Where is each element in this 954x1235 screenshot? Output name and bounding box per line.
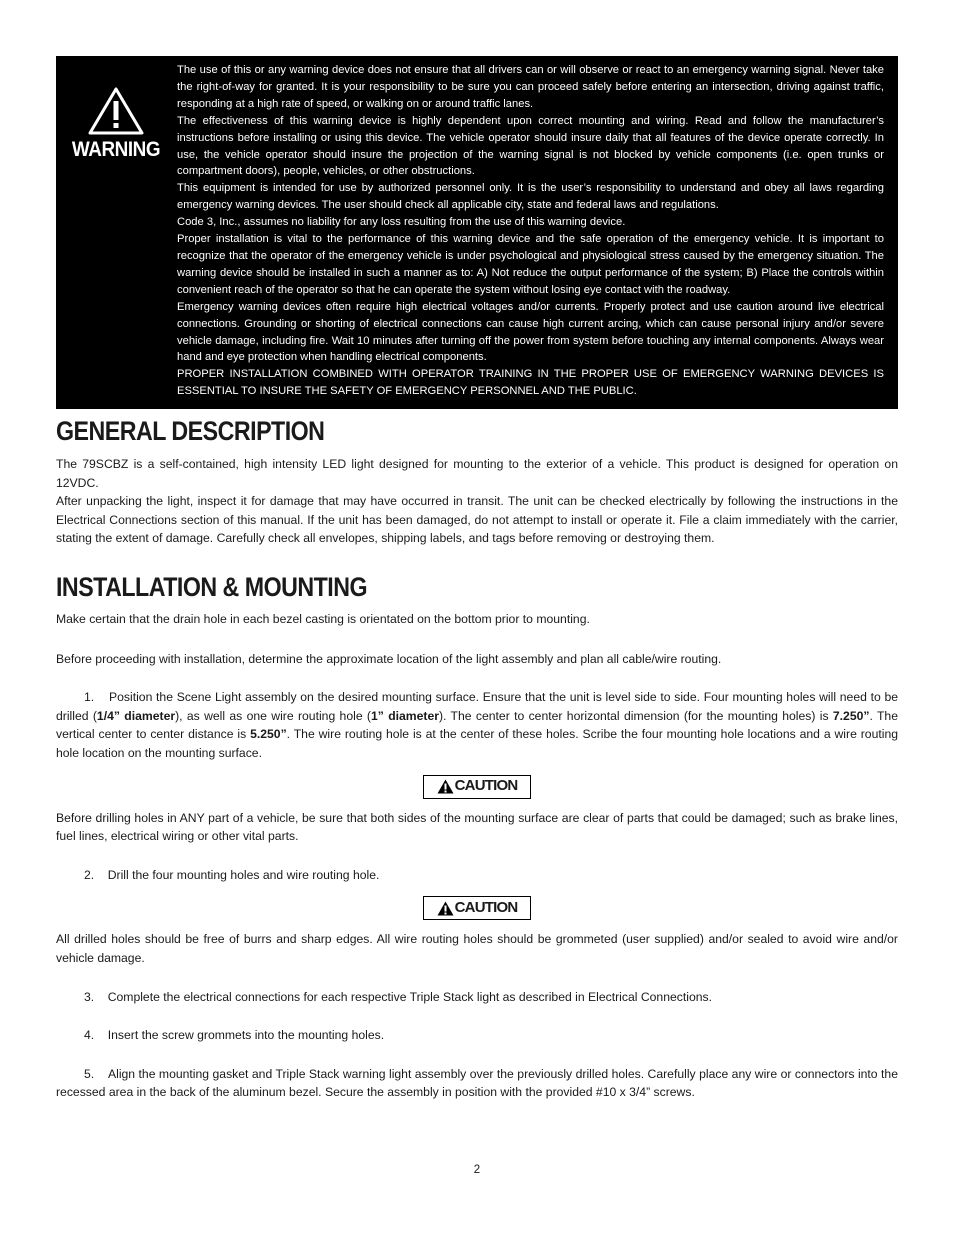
step-number: 3.: [84, 989, 95, 1004]
installation-heading: INSTALLATION & MOUNTING: [56, 571, 368, 602]
warning-triangle-icon: [87, 86, 145, 136]
step-number: 5.: [84, 1066, 95, 1081]
step-text: Position the Scene Light assembly on the desired mounting surface. Ensure that the unit is level side to side. Four mounting holes will need to be drilled (: [56, 690, 898, 723]
step-2: [56, 866, 898, 885]
general-description-heading: GENERAL DESCRIPTION: [56, 416, 325, 446]
step-5: [56, 1065, 898, 1102]
caution-triangle-icon: [437, 901, 454, 916]
caution-label-box: [423, 775, 531, 799]
warning-paragraph: The effectiveness of this warning device is highly dependent upon correct mounting and wiring. Read and follow the manufacturer’s instructions before installing or using this device. The vehicle operator should insure daily that all features of the device operate correctly. In use, the vehicle operator should insure the projection of the warning signal is not blocked by vehicle components (i.e. open trunks or compartment doors), people, vehicles, or other obstructions.: [177, 114, 884, 178]
warning-paragraph: This equipment is intended for use by authorized personnel only. It is the user’s responsibility to understand and obey all laws regarding emergency warning devices. The user should check all applicable city, state and federal laws and regulations.: [177, 182, 884, 212]
manual-page: [56, 56, 898, 1102]
drain-hole-note: Make certain that the drain hole in each bezel casting is orientated on the bottom prior to mounting.: [56, 611, 590, 626]
step-4: [56, 1026, 898, 1045]
caution-badge: [56, 775, 898, 799]
step-text: . The vertical center to center distance is: [56, 708, 898, 742]
warning-box: [56, 56, 898, 409]
planning-note: Before proceeding with installation, determine the approximate location of the light assembly and plan all cable/wire routing.: [56, 651, 722, 666]
warning-paragraph: Emergency warning devices often require high electrical voltages and/or currents. Properly protect and use caution around live electrical connections. Grounding or shorting of electrical connections can cause high current arcing, which can cause personal injury and/or severe vehicle damage, including fire. Wait 10 minutes after turning off the power from system before touching any internal components. Always wear hand and eye protection when handling electrical components.: [177, 300, 884, 364]
caution-label-box: [423, 896, 531, 920]
caution-text: Before drilling holes in ANY part of a vehicle, be sure that both sides of the mounting surface are clear of parts that could be damaged; such as brake lines, fuel lines, electrical wiring or other vital parts.: [56, 810, 898, 844]
dimension-value: 7.250”: [832, 708, 870, 723]
installation-body: [56, 610, 898, 1102]
dimension-value: 1/4” diameter: [96, 708, 176, 723]
step-number: 1.: [84, 690, 95, 705]
warning-paragraph: The use of this or any warning device does not ensure that all drivers can or will observe or react to an emergency warning signal. Never take the right-of-way for granted. It is your responsibility to be sure you can proceed safely before entering an intersection, driving against traffic, responding at a high rate of speed, or walking on or around traffic lanes.: [177, 64, 884, 110]
step-text: ), as well as one wire routing hole (: [175, 708, 371, 723]
step-3: [56, 988, 898, 1007]
warning-paragraph: PROPER INSTALLATION COMBINED WITH OPERATOR TRAINING IN THE PROPER USE OF EMERGENCY WARNING DEVICES IS ESSENTIAL TO INSURE THE SAFETY OF EMERGENCY PERSONNEL AND THE PUBLIC.: [177, 368, 884, 398]
page-number: 2: [473, 1164, 481, 1176]
warning-badge: [56, 56, 176, 409]
warning-paragraph: Code 3, Inc., assumes no liability for any loss resulting from the use of this warning device.: [177, 216, 626, 229]
caution-triangle-icon: [437, 779, 454, 794]
caution-label: CAUTION: [454, 777, 518, 795]
step-text: Drill the four mounting holes and wire routing hole.: [107, 867, 380, 882]
step-text: . The wire routing hole is at the center of these holes. Scribe the four mounting hole locations and a wire routing hole location on the mounting surface.: [56, 727, 899, 760]
dimension-value: 1” diameter: [370, 708, 439, 723]
general-paragraph: After unpacking the light, inspect it for damage that may have occurred in transit. The unit can be checked electrically by following the instructions in the Electrical Connections section of this manual. If the unit has been damaged, do not attempt to install or operate it. File a claim immediately with the carrier, stating the extent of damage. Carefully check all envelopes, shipping labels, and tags before removing or destroying them.: [56, 494, 898, 546]
caution-text: All drilled holes should be free of burrs and sharp edges. All wire routing holes should be grommeted (user supplied) and/or sealed to avoid wire and/or vehicle damage.: [56, 932, 898, 965]
general-paragraph: The 79SCBZ is a self-contained, high intensity LED light designed for mounting to the exterior of a vehicle. This product is designed for operation on 12VDC.: [56, 457, 898, 490]
warning-text: [176, 56, 898, 409]
dimension-value: 5.250”: [250, 727, 287, 742]
step-text: Align the mounting gasket and Triple Stack warning light assembly over the previously drilled holes. Carefully place any wire or connectors into the recessed area in the back of the aluminum bezel. Secure the assembly in position with the provided #10 x 3/4” screws.: [56, 1066, 898, 1100]
step-text: Insert the screw grommets into the mounting holes.: [107, 1028, 385, 1043]
warning-label: WARNING: [71, 138, 161, 161]
caution-label: CAUTION: [454, 899, 518, 917]
step-text: ). The center to center horizontal dimension (for the mounting holes) is: [439, 708, 833, 723]
step-text: Complete the electrical connections for each respective Triple Stack light as described in Electrical Connections.: [107, 989, 712, 1004]
general-description-body: [56, 455, 898, 548]
warning-paragraph: Proper installation is vital to the performance of this warning device and the safe operation of the emergency vehicle. It is important to recognize that the operator of the emergency vehicle is under psychological and physiological stress caused by the emergency situation. The warning device should be installed in such a manner as to: A) Not reduce the output performance of the system; B) Place the controls within convenient reach of the operator so that he can operate the system without losing eye contact with the roadway.: [177, 233, 884, 296]
step-number: 2.: [84, 867, 95, 882]
step-number: 4.: [84, 1028, 95, 1043]
step-1: [56, 688, 898, 762]
caution-badge: [56, 896, 898, 920]
